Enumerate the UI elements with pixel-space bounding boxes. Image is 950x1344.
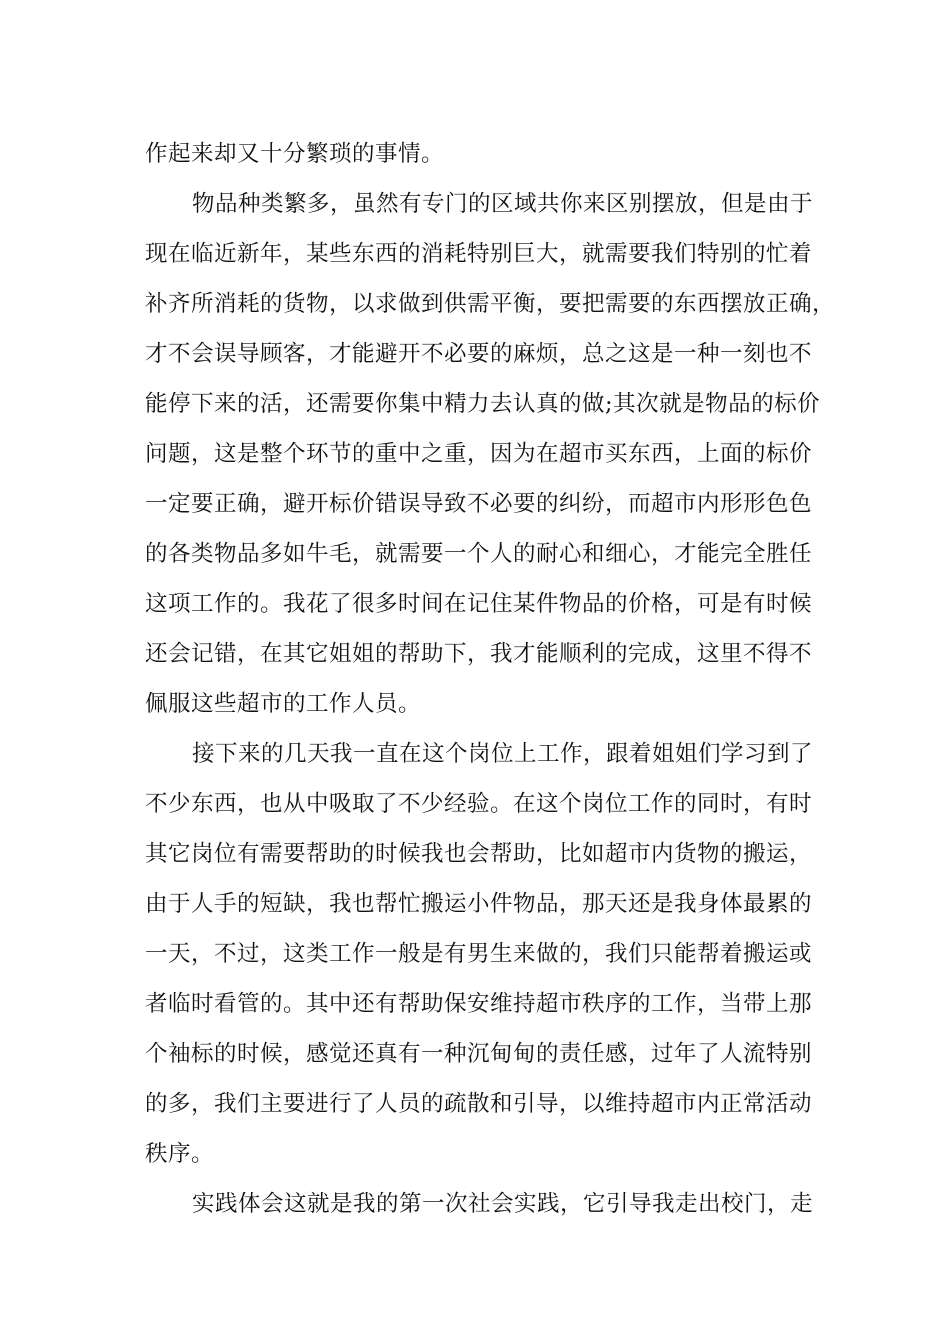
text-line: 者临时看管的。其中还有帮助保安维持超市秩序的工作，当带上那 bbox=[145, 991, 813, 1017]
text-line: 一定要正确，避开标价错误导致不必要的纠纷，而超市内形形色色 bbox=[145, 491, 813, 517]
text-line: 才不会误导顾客，才能避开不必要的麻烦，总之这是一种一刻也不 bbox=[145, 341, 813, 367]
text-line: 秩序。 bbox=[145, 1141, 215, 1167]
text-line: 佩服这些超市的工作人员。 bbox=[145, 691, 422, 717]
text-line: 物品种类繁多，虽然有专门的区域共你来区别摆放，但是由于 bbox=[192, 191, 814, 217]
text-line: 由于人手的短缺，我也帮忙搬运小件物品，那天还是我身体最累的 bbox=[145, 891, 813, 917]
paragraph-1 bbox=[145, 129, 825, 179]
text-line: 能停下来的活，还需要你集中精力去认真的做;其次就是物品的标价 bbox=[145, 391, 821, 417]
text-line: 个袖标的时候，感觉还真有一种沉甸甸的责任感，过年了人流特别 bbox=[145, 1041, 813, 1067]
document-body bbox=[145, 129, 836, 1229]
text-line: 一天，不过，这类工作一般是有男生来做的，我们只能帮着搬运或 bbox=[145, 941, 813, 967]
paragraph-4 bbox=[145, 1179, 825, 1229]
text-line: 补齐所消耗的货物，以求做到供需平衡，要把需要的东西摆放正确， bbox=[145, 291, 836, 317]
paragraph-3 bbox=[145, 729, 825, 1179]
text-line: 还会记错，在其它姐姐的帮助下，我才能顺利的完成，这里不得不 bbox=[145, 641, 813, 667]
text-line: 作起来却又十分繁琐的事情。 bbox=[145, 141, 445, 167]
text-line: 不少东西，也从中吸取了不少经验。在这个岗位工作的同时，有时 bbox=[145, 791, 813, 817]
text-line: 的多，我们主要进行了人员的疏散和引导，以维持超市内正常活动 bbox=[145, 1091, 813, 1117]
text-line: 接下来的几天我一直在这个岗位上工作，跟着姐姐们学习到了 bbox=[192, 741, 814, 767]
paragraph-2 bbox=[145, 179, 836, 729]
text-line: 问题，这是整个环节的重中之重，因为在超市买东西，上面的标价 bbox=[145, 441, 813, 467]
text-line: 这项工作的。我花了很多时间在记住某件物品的价格，可是有时候 bbox=[145, 591, 813, 617]
text-line: 实践体会这就是我的第一次社会实践，它引导我走出校门，走 bbox=[192, 1191, 814, 1217]
text-line: 现在临近新年，某些东西的消耗特别巨大，就需要我们特别的忙着 bbox=[145, 241, 813, 267]
text-line: 其它岗位有需要帮助的时候我也会帮助，比如超市内货物的搬运， bbox=[145, 841, 813, 867]
text-line: 的各类物品多如牛毛，就需要一个人的耐心和细心，才能完全胜任 bbox=[145, 541, 813, 567]
